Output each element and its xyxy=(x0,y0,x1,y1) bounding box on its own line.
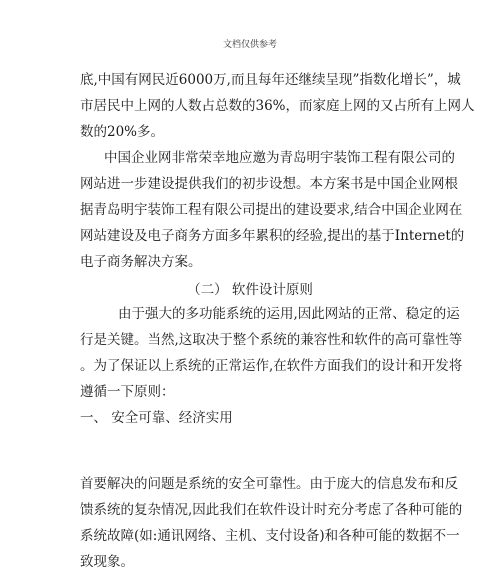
paragraph-line: 馈系统的复杂情况,因此我们在软件设计时充分考虑了各种可能的 xyxy=(80,502,463,518)
paragraph-line: 系统故障(如:通讯网络、主机、支付设备)和各种可能的数据不一 xyxy=(80,528,460,544)
paragraph-line: 网站建设及电子商务方面多年累积的经验,提出的基于Internet的 xyxy=(80,228,465,244)
section-heading: （二） 软件设计原则 xyxy=(187,282,313,298)
paragraph-line: 网站进一步建设提供我们的初步设想。本方案书是中国企业网根 xyxy=(80,176,458,192)
paragraph-line: 首要解决的问题是系统的安全可靠性。由于庞大的信息发布和反 xyxy=(80,476,458,492)
paragraph-line: 中国企业网非常荣幸地应邀为青岛明宇装饰工程有限公司的 xyxy=(104,150,455,166)
page-header: 文档仅供参考 xyxy=(222,40,277,50)
paragraph-line: 。为了保证以上系统的正常运作,在软件方面我们的设计和开发将 xyxy=(80,358,463,374)
paragraph-line: 电子商务解决方案。 xyxy=(80,254,202,270)
subsection-heading: 一、 安全可靠、经济实用 xyxy=(80,410,233,426)
paragraph-line: 由于强大的多功能系统的运用,因此网站的正常、稳定的运 xyxy=(118,306,460,322)
paragraph-line: 据青岛明宇装饰工程有限公司提出的建设要求,结合中国企业网在 xyxy=(80,202,463,218)
paragraph-line: 遵循一下原则： xyxy=(80,384,175,400)
paragraph-line: 致现象。 xyxy=(80,554,134,570)
paragraph-line: 行是关键。当然,这取决于整个系统的兼容性和软件的高可靠性等 xyxy=(80,332,463,348)
paragraph-line: 市居民中上网的人数占总数的36%，而家庭上网的又占所有上网人 xyxy=(80,98,475,114)
paragraph-line: 底,中国有网民近6000万,而且每年还继续呈现”指数化增长”，城 xyxy=(80,72,461,88)
paragraph-line: 数的20%多。 xyxy=(80,124,165,140)
